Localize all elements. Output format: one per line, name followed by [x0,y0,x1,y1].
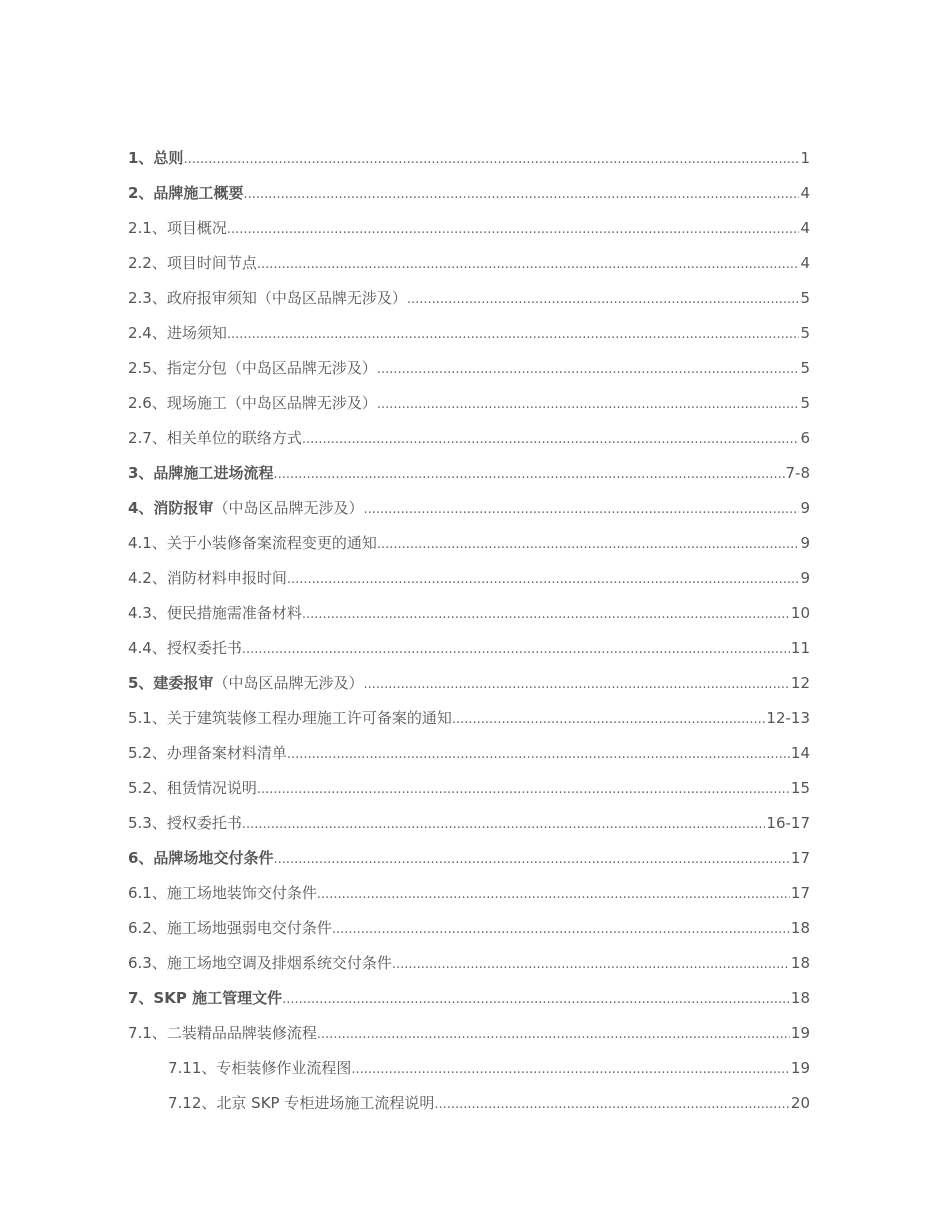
toc-entry[interactable] [128,246,810,281]
toc-leader-dots [392,946,790,982]
toc-entry-title: 6、品牌场地交付条件 [128,849,274,867]
toc-leader-dots [302,421,800,457]
toc-leader-dots [257,246,800,282]
toc-entry-page: 10 [790,604,810,622]
toc-entry-page: 6 [800,429,810,447]
toc-entry[interactable] [128,526,810,561]
toc-leader-dots [452,701,766,737]
toc-leader-dots [302,596,790,632]
toc-entry[interactable] [128,946,810,981]
toc-leader-dots [363,491,799,527]
toc-leader-dots [317,876,790,912]
toc-entry-page: 4 [800,219,810,237]
toc-entry[interactable] [128,911,810,946]
toc-entry-title: 2.3、政府报审须知（中岛区品牌无涉及） [128,289,407,307]
toc-entry-title: 4.4、授权委托书 [128,639,242,657]
toc-entry[interactable] [128,666,810,701]
toc-entry-title: 4、消防报审 [128,499,214,517]
toc-entry-title: 3、品牌施工进场流程 [128,464,274,482]
toc-leader-dots [351,1051,790,1087]
toc-leader-dots [407,281,800,317]
toc-entry-page: 5 [800,394,810,412]
toc-entry[interactable] [128,771,810,806]
toc-entry[interactable] [128,351,810,386]
toc-entry[interactable] [128,316,810,351]
toc-entry-page: 7-8 [785,464,810,482]
toc-entry[interactable] [128,631,810,666]
toc-entry-page: 15 [790,779,810,797]
toc-entry[interactable] [128,736,810,771]
toc-entry-title: 2、品牌施工概要 [128,184,244,202]
toc-entry-title: 6.3、施工场地空调及排烟系统交付条件 [128,954,392,972]
toc-entry-page: 16-17 [766,814,810,832]
toc-leader-dots [242,631,790,667]
toc-entry-page: 12 [790,674,810,692]
toc-leader-dots [227,316,800,352]
toc-entry-page: 19 [790,1024,810,1042]
toc-entry[interactable] [128,281,810,316]
toc-entry-title: 2.1、项目概况 [128,219,227,237]
toc-entry-title: 1、总则 [128,149,184,167]
toc-entry[interactable] [128,456,810,491]
toc-entry-title: 4.2、消防材料申报时间 [128,569,287,587]
toc-leader-dots [287,736,790,772]
toc-entry-page: 1 [800,149,810,167]
toc-entry[interactable] [128,806,810,841]
toc-entry[interactable] [128,211,810,246]
toc-entry-title: 2.2、项目时间节点 [128,254,257,272]
toc-leader-dots [282,981,790,1017]
toc-entry[interactable] [128,701,810,736]
toc-entry-title: 7.12、北京 SKP 专柜进场施工流程说明 [168,1094,435,1112]
toc-entry-title: 7、SKP 施工管理文件 [128,989,283,1007]
toc-entry-title: 7.1、二装精品品牌装修流程 [128,1024,317,1042]
toc-entry-page: 11 [790,639,810,657]
toc-entry-title: 5、建委报审 [128,674,214,692]
toc-entry-subtitle: （中岛区品牌无涉及） [213,674,364,692]
toc-entry-page: 5 [800,359,810,377]
toc-entry-page: 17 [790,849,810,867]
table-of-contents [128,141,810,1121]
toc-leader-dots [287,561,800,597]
toc-entry[interactable] [128,1016,810,1051]
toc-entry-page: 20 [790,1094,810,1112]
toc-entry[interactable] [128,981,810,1016]
toc-entry-page: 17 [790,884,810,902]
toc-leader-dots [273,456,784,492]
toc-entry-title: 6.1、施工场地装饰交付条件 [128,884,317,902]
toc-entry-page: 4 [800,254,810,272]
toc-entry[interactable] [128,1086,810,1121]
toc-entry-subtitle: （中岛区品牌无涉及） [213,499,364,517]
toc-entry[interactable] [128,841,810,876]
toc-leader-dots [273,841,789,877]
toc-entry-title: 5.2、办理备案材料清单 [128,744,287,762]
toc-entry-title: 4.1、关于小装修备案流程变更的通知 [128,534,377,552]
toc-entry[interactable] [128,421,810,456]
toc-entry[interactable] [128,386,810,421]
toc-entry[interactable] [128,561,810,596]
toc-entry-title: 2.7、相关单位的联络方式 [128,429,302,447]
toc-entry-title: 6.2、施工场地强弱电交付条件 [128,919,332,937]
toc-entry-title: 2.4、进场须知 [128,324,227,342]
toc-entry-page: 18 [790,989,810,1007]
toc-leader-dots [434,1086,790,1122]
toc-entry-page: 9 [800,569,810,587]
toc-entry-title: 7.11、专柜装修作业流程图 [168,1059,352,1077]
toc-entry-page: 12-13 [766,709,810,727]
toc-entry-page: 9 [800,534,810,552]
toc-entry-page: 18 [790,954,810,972]
toc-entry-page: 19 [790,1059,810,1077]
toc-leader-dots [332,911,790,947]
toc-entry-title: 5.3、授权委托书 [128,814,242,832]
toc-entry[interactable] [128,1051,810,1086]
toc-entry-page: 9 [800,499,810,517]
toc-entry-title: 5.1、关于建筑装修工程办理施工许可备案的通知 [128,709,452,727]
toc-entry-page: 5 [800,289,810,307]
toc-entry[interactable] [128,596,810,631]
toc-entry-title: 4.3、便民措施需准备材料 [128,604,302,622]
toc-leader-dots [242,806,766,842]
toc-entry[interactable] [128,876,810,911]
toc-leader-dots [257,771,790,807]
toc-leader-dots [183,141,799,177]
toc-entry-page: 14 [790,744,810,762]
toc-leader-dots [377,526,800,562]
toc-entry-page: 18 [790,919,810,937]
toc-leader-dots [363,666,789,702]
toc-entry-page: 4 [800,184,810,202]
toc-entry-page: 5 [800,324,810,342]
toc-entry[interactable] [128,176,810,211]
toc-leader-dots [377,386,800,422]
toc-entry[interactable] [128,491,810,526]
toc-entry[interactable] [128,141,810,176]
toc-leader-dots [243,176,799,212]
toc-entry-title: 2.6、现场施工（中岛区品牌无涉及） [128,394,377,412]
toc-leader-dots [317,1016,790,1052]
toc-entry-title: 2.5、指定分包（中岛区品牌无涉及） [128,359,377,377]
toc-leader-dots [227,211,800,247]
toc-entry-title: 5.2、租赁情况说明 [128,779,257,797]
toc-leader-dots [377,351,800,387]
